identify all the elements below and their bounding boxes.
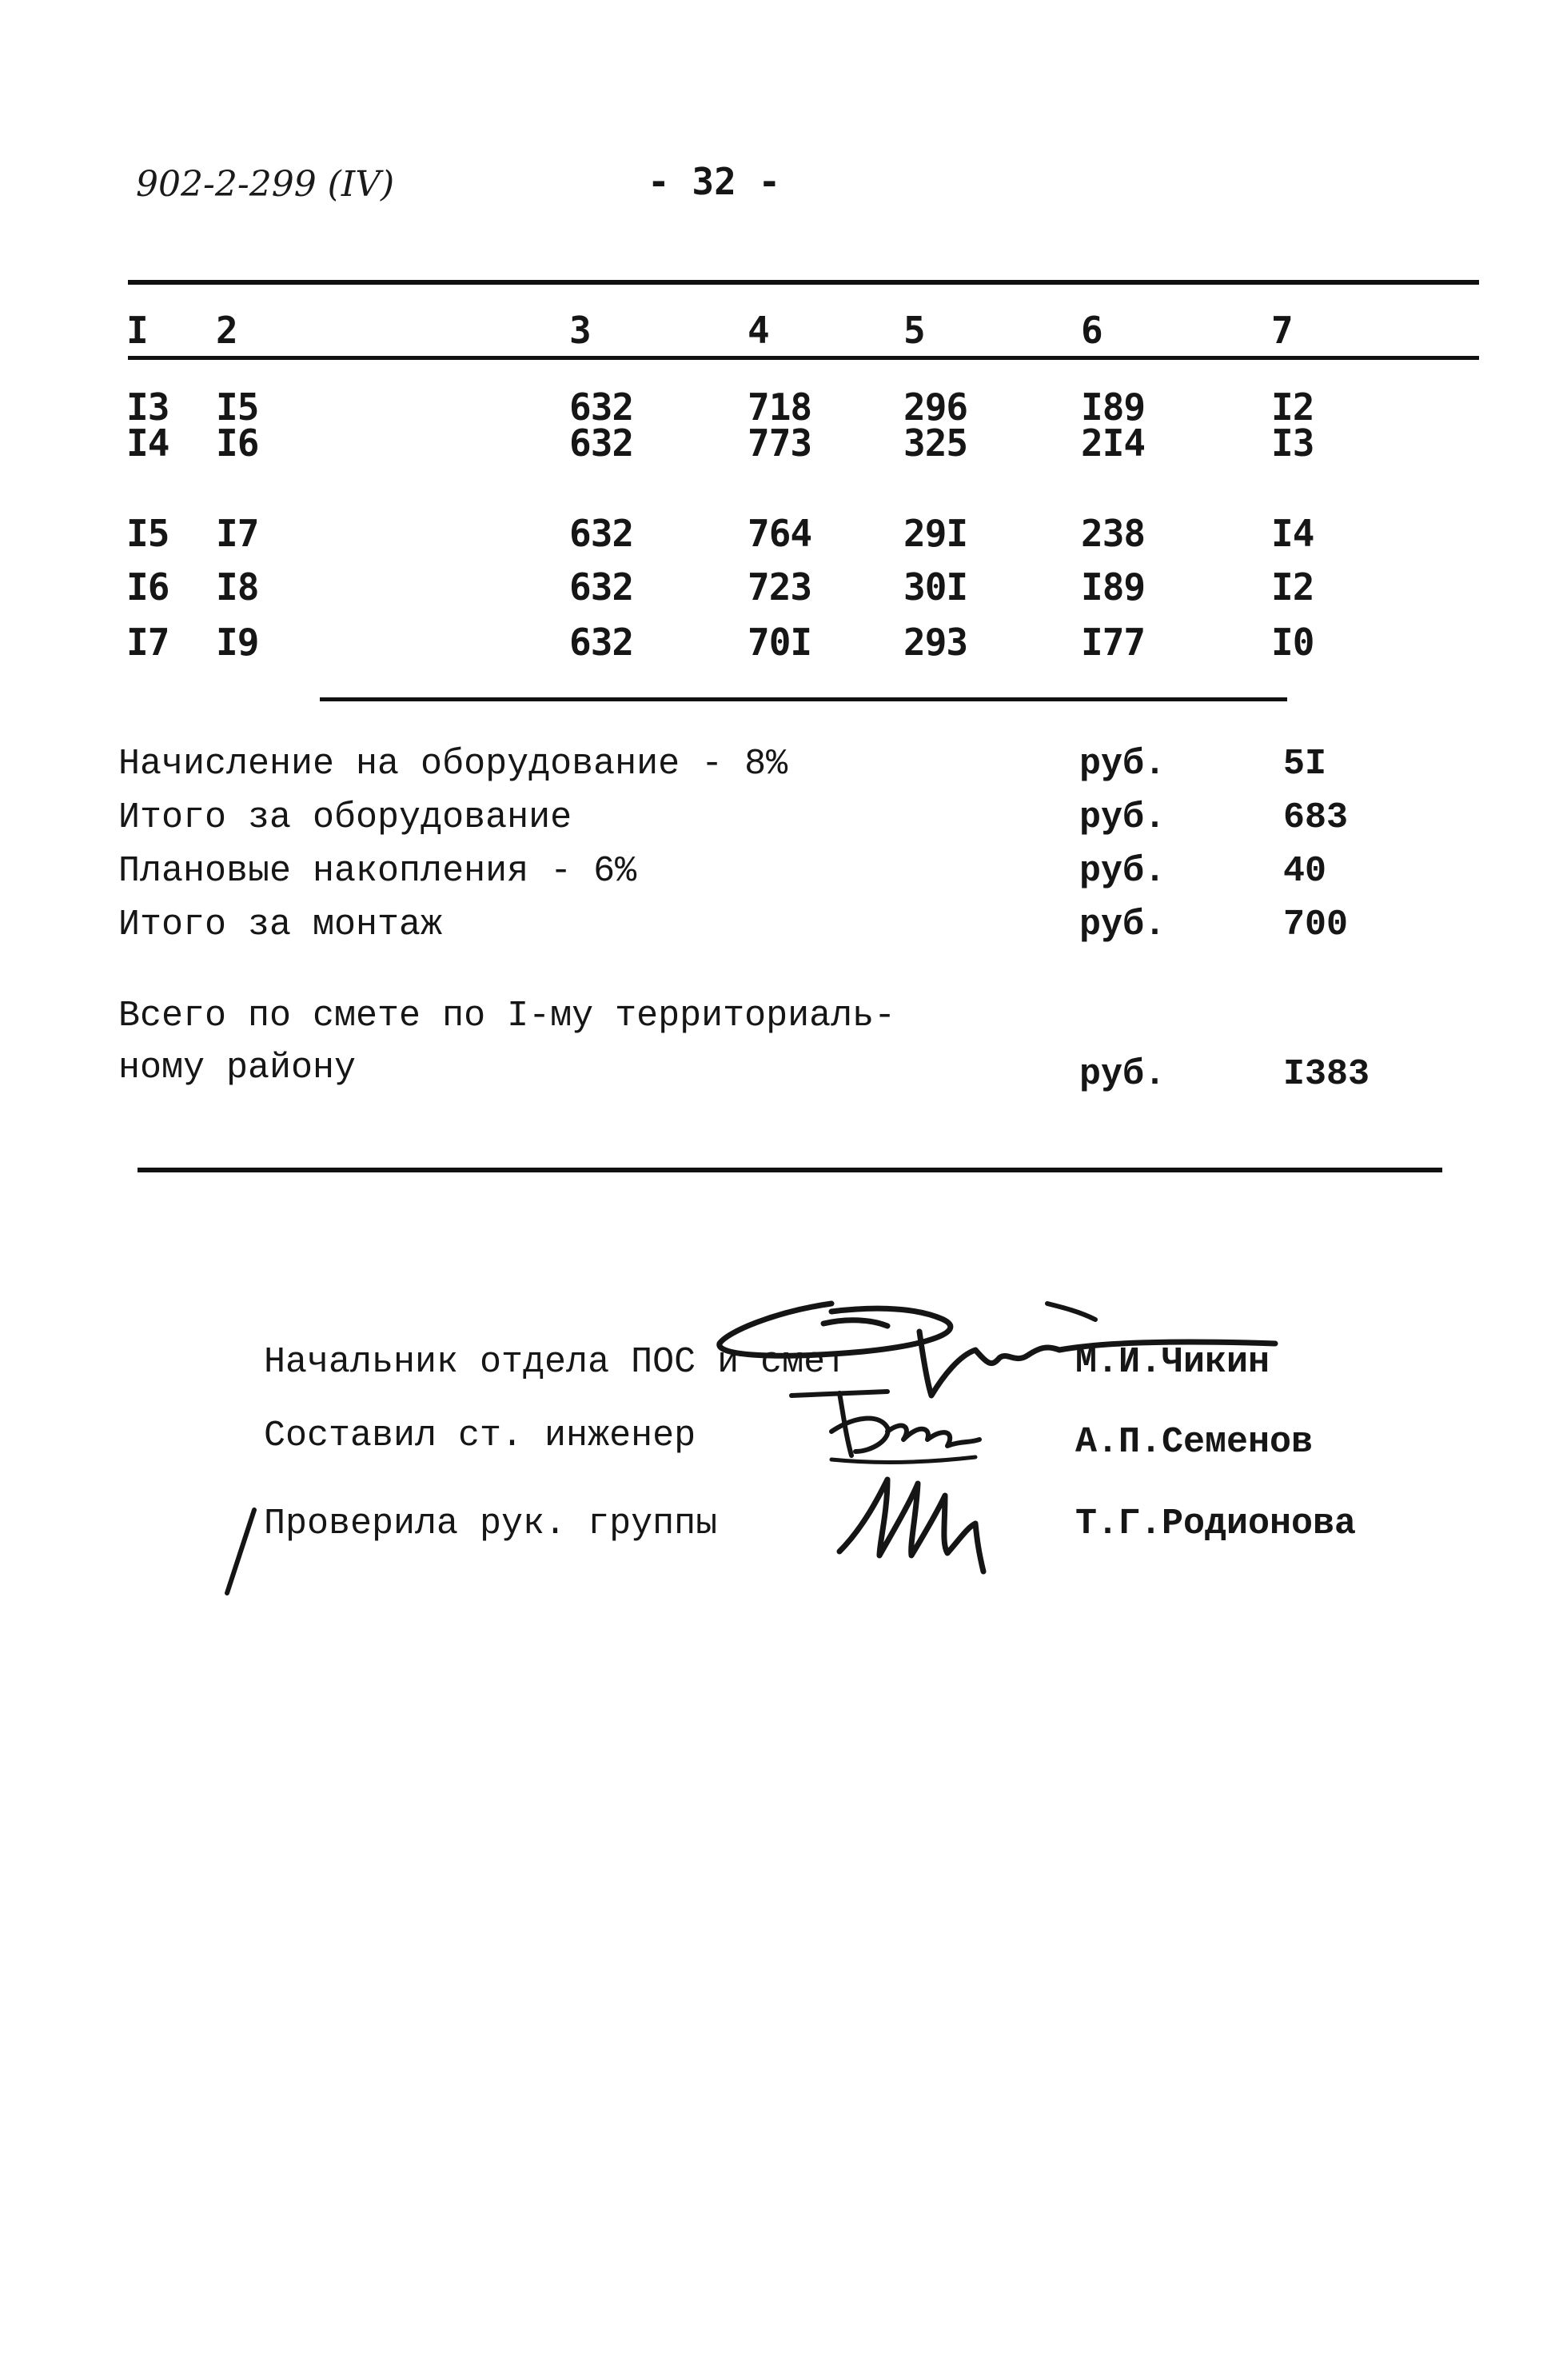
table-bottom-rule [320,697,1287,701]
table-header-rule [128,356,1479,360]
summary-label: Итого за монтаж [118,904,443,945]
column-number: 6 [1081,309,1102,352]
table-cell: I4 [126,421,169,465]
summary-label: Плановые накопления - 6% [118,851,637,892]
signatory-name: М.И.Чикин [1075,1342,1270,1383]
table-cell: 632 [569,512,634,555]
signatory-name: А.П.Семенов [1075,1422,1314,1463]
table-cell: 632 [569,565,634,609]
table-cell: I2 [1271,385,1314,429]
check-slash-mark [216,1503,264,1599]
table-cell: 632 [569,421,634,465]
table-cell: I0 [1271,621,1314,664]
table-cell: 70I [748,621,812,664]
table-cell: I6 [216,421,259,465]
table-cell: I7 [126,621,169,664]
column-number: 7 [1271,309,1293,352]
table-cell: 238 [1081,512,1146,555]
table-cell: I4 [1271,512,1314,555]
total-value: I383 [1283,1054,1370,1095]
summary-value: 683 [1283,797,1349,838]
summary-label: Начисление на оборудование - 8% [118,744,788,785]
summary-unit: руб. [1079,797,1166,838]
summary-unit: руб. [1079,904,1166,945]
table-cell: I2 [1271,565,1314,609]
column-number: 2 [216,309,237,352]
table-cell: I89 [1081,565,1146,609]
summary-unit: руб. [1079,744,1166,785]
signatory-name: Т.Г.Родионова [1075,1503,1357,1544]
table-cell: 293 [903,621,968,664]
summary-bottom-rule [138,1168,1442,1172]
summary-unit: руб. [1079,851,1166,892]
table-cell: 632 [569,621,634,664]
table-cell: 773 [748,421,812,465]
table-cell: I7 [216,512,259,555]
summary-value: 40 [1283,851,1327,892]
table-cell: I89 [1081,385,1146,429]
table-top-rule [128,280,1479,285]
table-cell: I6 [126,565,169,609]
table-cell: 764 [748,512,812,555]
table-cell: I77 [1081,621,1146,664]
summary-value: 700 [1283,904,1349,945]
signature-role: Проверила рук. группы [264,1503,718,1544]
total-unit: руб. [1079,1054,1166,1095]
column-number: 3 [569,309,591,352]
table-cell: 632 [569,385,634,429]
summary-label: Итого за оборудование [118,797,572,838]
signature-mark-chief [680,1256,1303,1416]
signature-mark-group-lead [831,1464,1007,1583]
table-cell: 29I [903,512,968,555]
table-cell: 2I4 [1081,421,1146,465]
total-label-line1: Всего по смете по I-му территориаль- [118,996,896,1036]
table-cell: I9 [216,621,259,664]
column-number: 5 [903,309,925,352]
table-cell: 30I [903,565,968,609]
signature-role: Составил ст. инженер [264,1416,696,1456]
table-cell: 296 [903,385,968,429]
page-number: - 32 - [648,160,781,203]
table-cell: I5 [126,512,169,555]
signature-role: Начальник отдела ПОС и смет [264,1342,847,1383]
column-number: 4 [748,309,769,352]
table-cell: I8 [216,565,259,609]
column-number: I [126,309,148,352]
table-cell: I3 [126,385,169,429]
table-cell: 325 [903,421,968,465]
table-cell: 723 [748,565,812,609]
table-cell: 718 [748,385,812,429]
total-label-line2: ному району [118,1048,357,1088]
table-cell: I3 [1271,421,1314,465]
document-code: 902-2-299 (IV) [136,164,395,205]
table-cell: I5 [216,385,259,429]
summary-value: 5I [1283,744,1327,785]
